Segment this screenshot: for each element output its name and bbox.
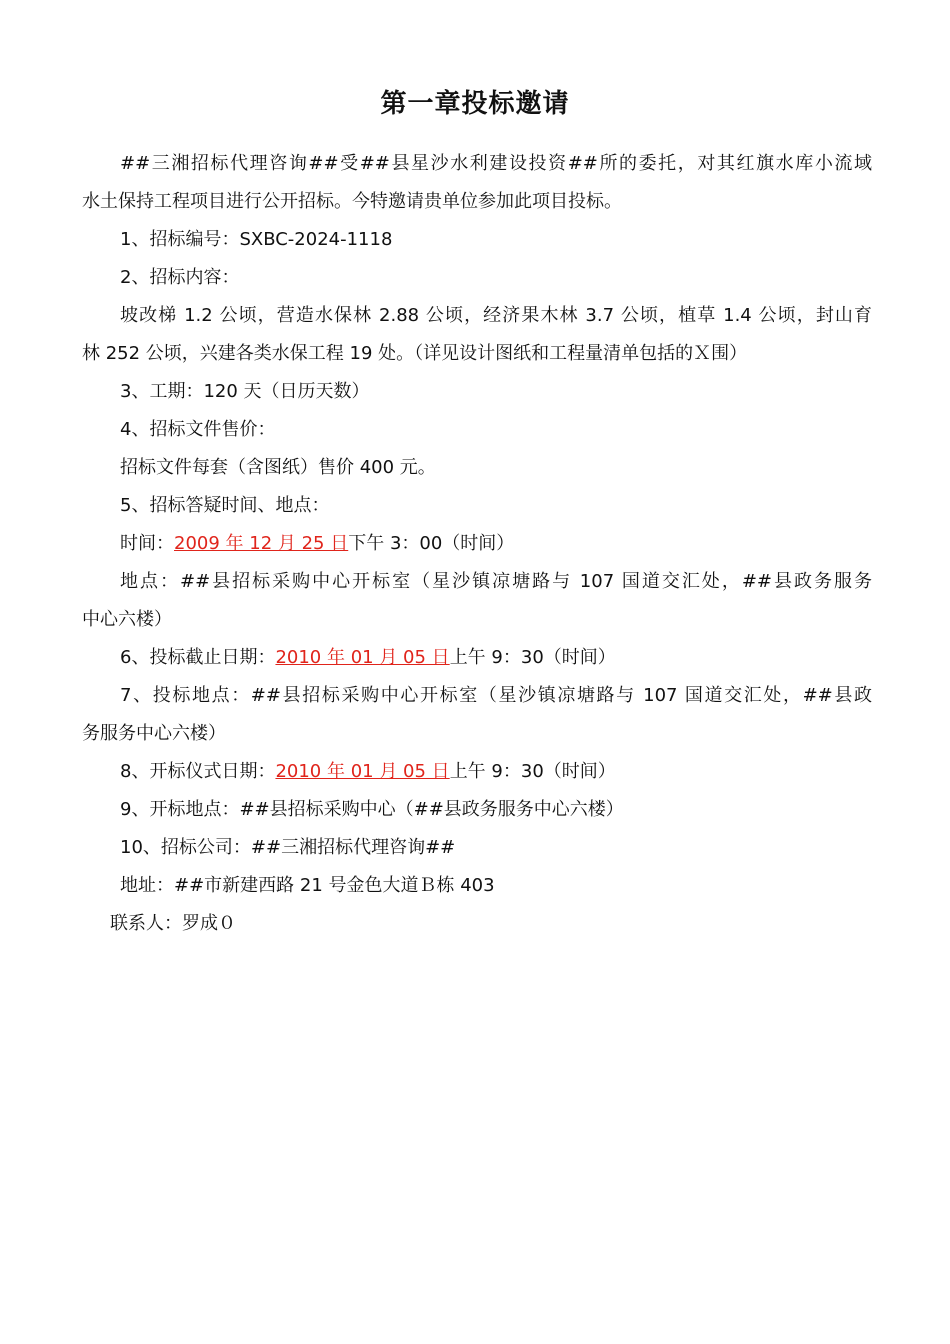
opening-date-rest: 上午 9：30（时间） [449,761,616,782]
opening-date-label: 8、开标仪式日期： [120,761,276,782]
item-tender-number: 1、招标编号：SXBC-2024-1118 [120,229,393,250]
chapter-title: 第一章投标邀请 [380,89,570,119]
item-agency: 10、招标公司：##三湘招标代理咨询## [120,837,456,858]
item-bid-deadline [120,644,910,672]
bid-deadline-label: 6、投标截止日期： [120,647,276,668]
item-tender-content-line-2: 林 252 公顷，兴建各类水保工程 19 处。（详见设计图纸和工程量清单包括的Ｘ围） [82,343,748,364]
item-bid-location-line-2: 务服务中心六楼） [82,723,226,744]
item-qa-time [120,530,910,558]
item-qa-heading: 5、招标答疑时间、地点： [120,495,330,516]
bid-deadline-rest: 上午 9：30（时间） [449,647,616,668]
intro-line-2: 水土保持工程项目进行公开招标。今特邀请贵单位参加此项目投标。 [82,191,622,212]
item-qa-place-line-2: 中心六楼） [82,609,172,630]
bid-deadline-date: 2010 年 01 月 05 日 [275,647,450,668]
item-tender-content-line-1: 坡改梯 1.2 公顷，营造水保林 2.88 公顷，经济果木林 3.7 公顷，植草 1.4 公顷，封山育 [120,305,872,326]
item-opening-date [120,758,910,786]
item-duration: 3、工期：120 天（日历天数） [120,381,370,402]
item-tender-content-heading: 2、招标内容： [120,267,240,288]
item-document-price-heading: 4、招标文件售价： [120,419,276,440]
intro-line-1: ##三湘招标代理咨询##受##县星沙水利建设投资##所的委托，对其红旗水库小流域 [120,153,872,174]
item-qa-place-line-1: 地点：##县招标采购中心开标室（星沙镇凉塘路与 107 国道交汇处，##县政务服务 [120,571,872,592]
qa-time-label: 时间： [120,533,174,554]
qa-time-rest: 下午 3：00（时间） [348,533,515,554]
opening-date: 2010 年 01 月 05 日 [275,761,450,782]
agency-address: 地址：##市新建西路 21 号金色大道Ｂ栋 403 [120,875,495,896]
item-opening-location: 9、开标地点：##县招标采购中心（##县政务服务中心六楼） [120,799,624,820]
item-bid-location-line-1: 7、投标地点：##县招标采购中心开标室（星沙镇凉塘路与 107 国道交汇处，##县政 [120,685,872,706]
agency-contact: 联系人：罗成０ [110,913,236,934]
qa-date: 2009 年 12 月 25 日 [174,533,349,554]
item-document-price-detail: 招标文件每套（含图纸）售价 400 元。 [120,457,436,478]
